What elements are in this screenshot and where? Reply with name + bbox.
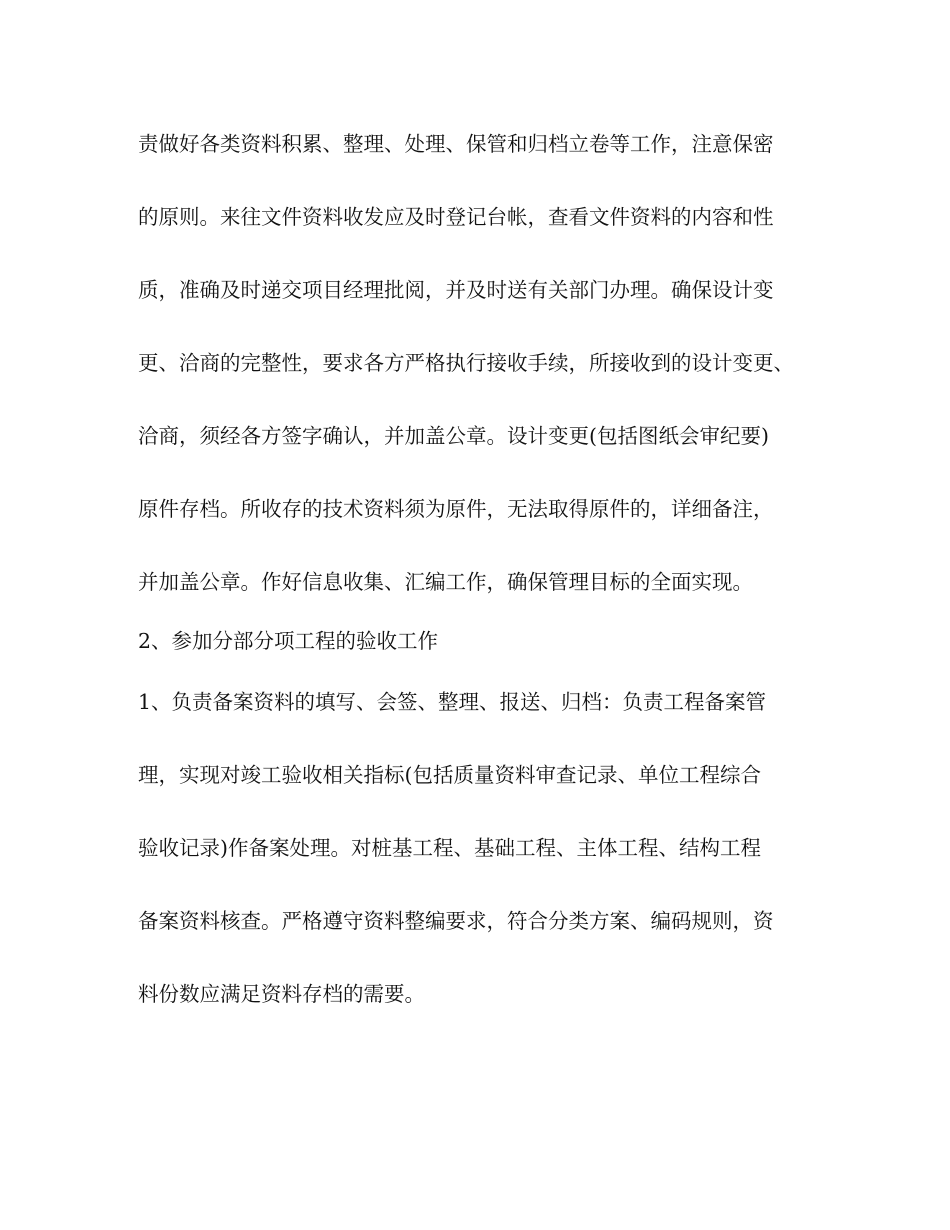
paragraph-line: 理，实现对竣工验收相关指标(包括质量资料审查记录、单位工程综合 bbox=[138, 763, 761, 787]
paragraph-line: 质，准确及时递交项目经理批阅，并及时送有关部门办理。确保设计变 bbox=[138, 278, 774, 302]
paragraph-line: 责做好各类资料积累、整理、处理、保管和归档立卷等工作，注意保密 bbox=[138, 132, 774, 156]
paragraph-line: 更、洽商的完整性，要求各方严格执行接收手续，所接收到的设计变更、 bbox=[138, 351, 794, 375]
paragraph-line: 验收记录)作备案处理。对桩基工程、基础工程、主体工程、结构工程 bbox=[138, 836, 761, 860]
paragraph-line: 的原则。来往文件资料收发应及时登记台帐，查看文件资料的内容和性 bbox=[138, 205, 774, 229]
paragraph-line: 1、负责备案资料的填写、会签、整理、报送、归档：负责工程备案管 bbox=[138, 690, 767, 714]
paragraph-line: 原件存档。所收存的技术资料须为原件，无法取得原件的，详细备注， bbox=[138, 497, 774, 521]
paragraph-line: 洽商，须经各方签字确认，并加盖公章。设计变更(包括图纸会审纪要) bbox=[138, 424, 769, 448]
section-heading: 2、参加分部分项工程的验收工作 bbox=[138, 629, 439, 653]
paragraph-line: 并加盖公章。作好信息收集、汇编工作，确保管理目标的全面实现。 bbox=[138, 570, 753, 594]
paragraph-line: 料份数应满足资料存档的需要。 bbox=[138, 982, 425, 1006]
paragraph-line: 备案资料核查。严格遵守资料整编要求，符合分类方案、编码规则，资 bbox=[138, 909, 774, 933]
